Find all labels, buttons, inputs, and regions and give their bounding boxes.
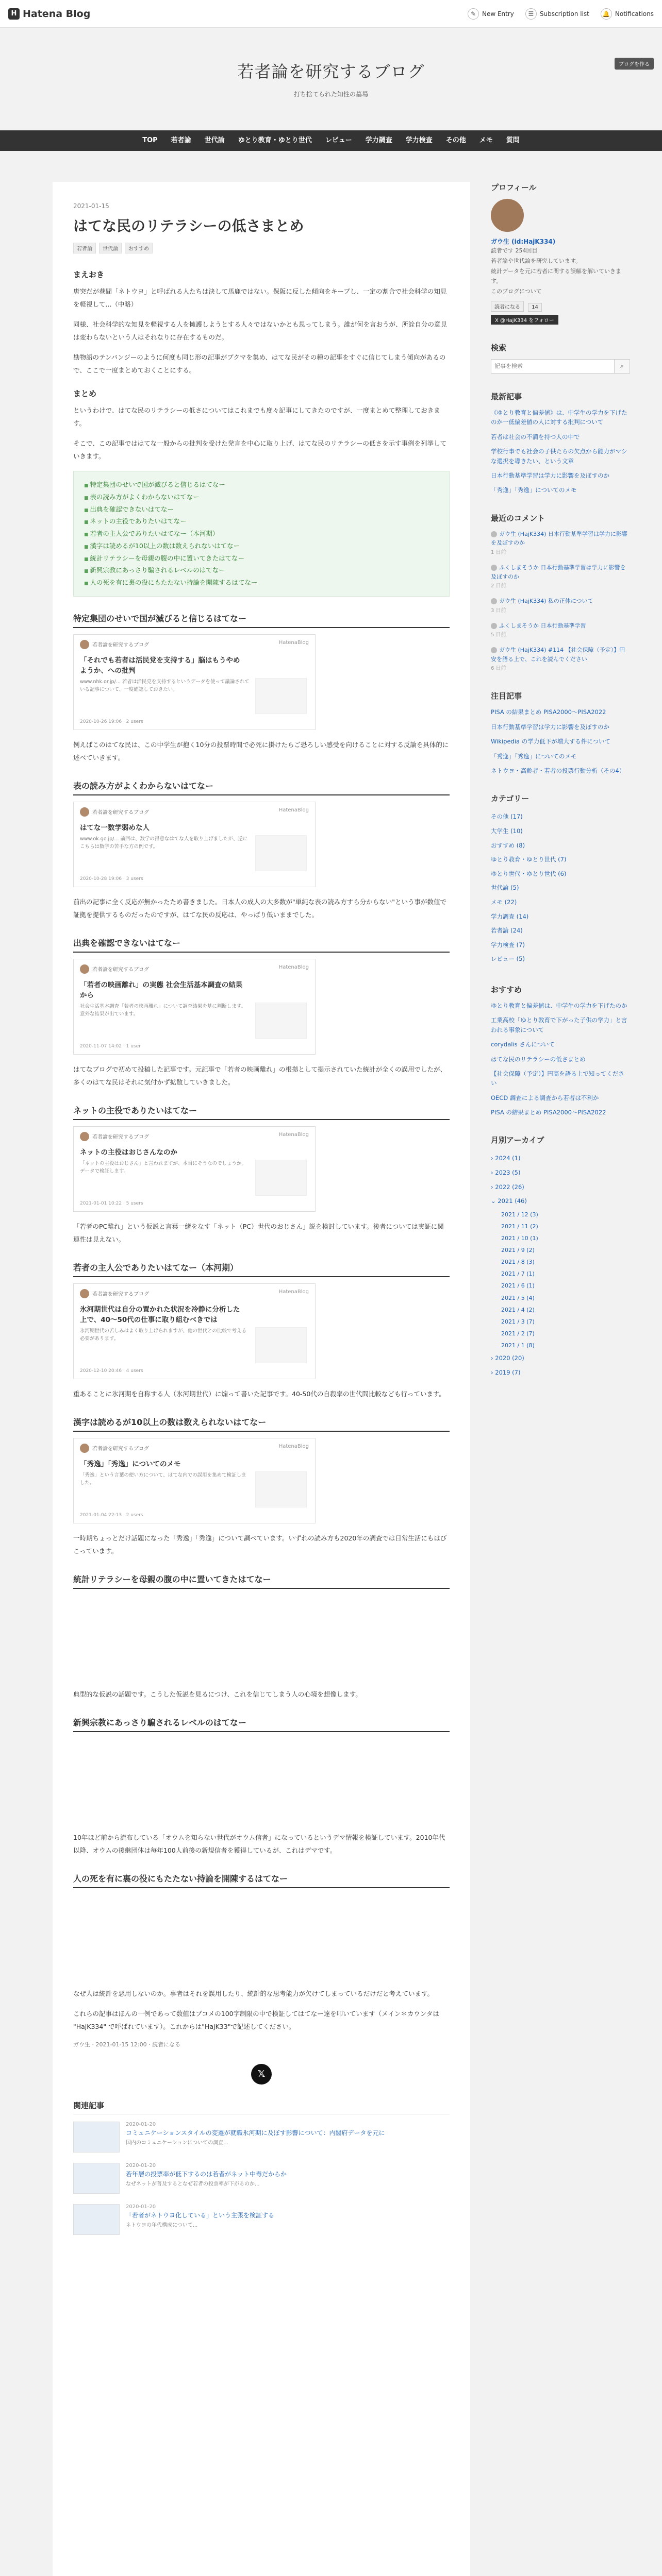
hatena-blog-logo[interactable]	[8, 8, 90, 20]
recent-title: 最新記事	[491, 392, 522, 401]
comment-item	[491, 621, 630, 640]
embed-avatar	[80, 964, 89, 974]
entry-categories	[73, 243, 450, 253]
x-share-icon[interactable]: 𝕏	[251, 2064, 272, 2084]
category-link[interactable]: 学力調査 (14)	[491, 912, 529, 920]
section-paragraph: 典型的な仮説の話題です。こうした仮説を見るにつけ、これを信じてしまう人の心境を想像します。	[73, 1690, 362, 1698]
embed-hatena-label: HatenaBlog	[278, 1289, 309, 1295]
embed-body	[80, 678, 309, 714]
commenter-name[interactable]: ガウ生 (HajK334)	[499, 598, 547, 605]
embed-placeholder	[73, 1738, 450, 1831]
embed-meta: 2020-10-26 19:06 · 2 users	[80, 719, 143, 724]
toc-item[interactable]: ■ 表の読み方がよくわからないはてなー	[84, 491, 439, 503]
section-heading: 統計リテラシーを母親の腹の中に置いてきたはてなー	[73, 1573, 450, 1589]
share-bar	[73, 2064, 450, 2084]
related-snippet: ネトウヨの年代構成について...	[126, 2222, 198, 2228]
related-thumbnail	[73, 2122, 120, 2153]
embed-meta: 2020-11-07 14:02 · 1 user	[80, 1043, 141, 1049]
embed-avatar	[80, 1444, 89, 1453]
section-heading: 漢字は読めるが10以上の数は数えられないはてなー	[73, 1416, 450, 1432]
embed-title[interactable]: 「秀逸」「秀逸」についてのメモ	[80, 1460, 181, 1468]
search-icon[interactable]: ⌕	[615, 359, 630, 374]
global-header	[0, 0, 662, 28]
embed-avatar	[80, 1289, 89, 1298]
hatena-logo-icon: H	[8, 8, 20, 20]
embed-title[interactable]: ネットの主役はおじさんなのか	[80, 1148, 177, 1157]
popular-link[interactable]: 「秀逸」「秀逸」についてのメモ	[491, 752, 577, 760]
recent-link[interactable]: 若者は社会の不満を持つ人の中で	[491, 433, 580, 440]
notifications-button[interactable]	[601, 8, 654, 20]
embed-author[interactable]	[80, 1444, 149, 1453]
embed-body	[80, 1003, 309, 1039]
archive-year[interactable]: › 2022 (26)	[491, 1183, 524, 1191]
archive-year[interactable]: ⌄ 2021 (46)	[491, 1197, 527, 1205]
archive-month[interactable]: 2021 / 12 (3)	[501, 1211, 538, 1218]
recent-link[interactable]: 「秀逸」「秀逸」についてのメモ	[491, 486, 577, 494]
comment-item	[491, 530, 630, 557]
commenter-name[interactable]: ガウ生 (HajK334)	[499, 647, 547, 654]
embed-title[interactable]: 氷河期世代は自分の置かれた状況を冷静に分析した上で、40～50代の仕事に取り組むべきでは	[80, 1305, 240, 1324]
global-nav	[0, 130, 662, 151]
recommend-link[interactable]: ゆとり教育と偏差値は、中学生の学力を下げたのか	[491, 1002, 627, 1009]
popular-module	[491, 690, 630, 775]
related-text	[126, 2204, 274, 2235]
new-entry-label: New Entry	[482, 10, 514, 18]
recent-link[interactable]: 日本行動基準学習は学力に影響を及ぼすのか	[491, 471, 609, 479]
embed-card[interactable]	[73, 802, 316, 887]
embed-header	[80, 1444, 309, 1453]
blog-header	[0, 28, 662, 130]
comment-entry-link[interactable]: 私の正体について	[548, 598, 593, 605]
reader-count: 14	[528, 303, 542, 312]
embed-snippet: www.nhk.or.jp/... 若者は活民党を支持するというデータを使って議論されている記事について、一度確認しておきたい。	[80, 679, 250, 692]
profile-name[interactable]: ガウ生 (id:HajK334)	[491, 238, 556, 245]
embed-author[interactable]	[80, 1132, 149, 1141]
embed-body	[80, 1160, 309, 1196]
table-of-contents	[73, 471, 450, 597]
recent-link[interactable]: 学校行事でも社会の子供たちの欠点から能力がマシな選択を導きたい、という文章	[491, 448, 627, 465]
embed-thumbnail	[255, 1327, 307, 1363]
nav-item[interactable]: ゆとり教育・ゆとり世代	[238, 137, 312, 144]
comment-entry-link[interactable]: 日本行動基準学習は学力に影響を及ぼすのか	[491, 564, 626, 580]
recommend-title: おすすめ	[491, 985, 522, 994]
archive-month[interactable]: 2021 / 1 (8)	[501, 1342, 535, 1349]
embed-avatar	[80, 1132, 89, 1141]
section-paragraph: 重あることに氷河期を自称する人（氷河期世代）に煽って書いた記事です。40-50代の自殺率の世代間比較なども行っています。	[73, 1389, 445, 1398]
subscription-list-button[interactable]	[525, 8, 589, 20]
embed-hatena-label: HatenaBlog	[278, 1131, 309, 1138]
section-heading: 人の死を有に裏の役にもたたない持論を開陳するはてなー	[73, 1872, 450, 1888]
related-item[interactable]	[73, 2122, 450, 2153]
closing-paragraph: これらの記事はほんの一例であって数値はブコメの100字制限の中で検証してはてなー達を叩いています（メイン＊カウンタは "HajK334" で呼ばれています）。これからは"HajK33"で記述してください。	[73, 2009, 439, 2030]
embed-meta: 2020-10-28 19:06 · 3 users	[80, 876, 143, 882]
sidebar	[491, 182, 630, 2576]
embed-avatar	[80, 640, 89, 649]
profile-line: 読者です 254回目	[491, 247, 538, 254]
embed-snippet: 氷河期世代の苦しみはよく取り上げられますが、他の世代との比較で考える必要があります。	[80, 1328, 247, 1342]
pencil-icon: ✎	[468, 8, 479, 20]
archive-year[interactable]: › 2019 (7)	[491, 1368, 521, 1376]
category-link[interactable]: おすすめ (8)	[491, 841, 525, 849]
related-list	[73, 2122, 450, 2235]
list-icon: ☰	[525, 8, 537, 20]
category-tag[interactable]: おすすめ	[125, 243, 153, 253]
comment-time: 6 日前	[491, 666, 506, 672]
related-title[interactable]: 「若者がネトウヨ化している」という主張を検証する	[126, 2211, 275, 2219]
footer-time[interactable]: 2021-01-15 12:00	[95, 2041, 147, 2048]
comment-item	[491, 597, 630, 615]
entry-date[interactable]: 2021-01-15	[73, 202, 109, 210]
section-heading: ネットの主役でありたいはてなー	[73, 1104, 450, 1120]
embed-title[interactable]: 「若者の映画離れ」の実態 社会生活基本調査の結果から	[80, 980, 243, 999]
recommend-link[interactable]: 工業高校「ゆとり教育で下がった子供の学力」と言われる事象について	[491, 1016, 627, 1033]
create-blog-button[interactable]: ブログを作る	[615, 58, 654, 70]
embed-meta: 2020-12-10 20:46 · 4 users	[80, 1368, 143, 1374]
category-link[interactable]: 若者論 (24)	[491, 927, 523, 935]
related-title[interactable]: 若年層の投票率が低下するのは若者がネット中毒だからか	[126, 2170, 287, 2178]
embed-thumbnail	[255, 1471, 307, 1507]
embed-placeholder	[73, 1894, 450, 1987]
related-title[interactable]: コミュニケーションスタイルの変遷が就職氷河期に及ぼす影響について：内閣府データを元に	[126, 2129, 385, 2137]
toc-item[interactable]: ■ 人の死を有に裏の役にもたたない持論を開陳するはてなー	[84, 577, 439, 589]
embed-snippet: 「秀逸」という言葉の使い方について、はてな内での誤用を集めて検証しました。	[80, 1472, 246, 1486]
archive-year[interactable]: › 2023 (5)	[491, 1169, 521, 1177]
profile-line: 若者論や世代論を研究しています。	[491, 257, 582, 264]
comment-time: 1 日前	[491, 549, 506, 555]
archive-month[interactable]: 2021 / 9 (2)	[501, 1247, 535, 1254]
related-thumbnail	[73, 2204, 120, 2235]
nav-item[interactable]: 質問	[506, 137, 520, 144]
embed-hatena-label: HatenaBlog	[278, 1443, 309, 1449]
recent-link[interactable]: 《ゆとり教育と偏差値》は、中学生の学力を下げたのか一低偏差値の人に対する批判について	[491, 409, 627, 426]
embed-body	[80, 835, 309, 871]
intro-paragraph-1: 唐突だが巷間「ネトウヨ」と呼ばれる人たちは決して馬鹿ではない。保阪に反した傾向をキープし、一定の割合で社会科学の知見を軽視して...（中略）	[73, 287, 447, 308]
embed-snippet: 「ネットの主役はおじさん」と言われますが、本当にそうなのでしょうか。データで検証します。	[80, 1160, 247, 1174]
section-heading: 新興宗教にあっさり騙されるレベルのはてなー	[73, 1716, 450, 1732]
embed-author-name: 若者論を研究するブログ	[92, 1134, 149, 1141]
comment-time: 3 日前	[491, 607, 506, 614]
profile-title: プロフィール	[491, 183, 537, 192]
categories-title: カテゴリー	[491, 794, 529, 804]
archive-month[interactable]: 2021 / 6 (1)	[501, 1282, 535, 1290]
toc-item[interactable]: ■ ネットの主役でありたいはてなー	[84, 515, 439, 528]
toc-item[interactable]: ■ 新興宗教にあっさり騙されるレベルのはてなー	[84, 564, 439, 577]
embed-body	[80, 1471, 309, 1507]
category-tag[interactable]: 若者論	[73, 243, 96, 253]
embed-hatena-label: HatenaBlog	[278, 807, 309, 813]
comments-title: 最近のコメント	[491, 513, 545, 523]
commenter-name[interactable]: ガウ生 (HajK334)	[499, 530, 547, 537]
nav-item[interactable]: メモ	[479, 137, 493, 144]
embed-thumbnail	[255, 835, 307, 871]
commenter-avatar	[491, 623, 497, 629]
archive-month[interactable]: 2021 / 11 (2)	[501, 1223, 538, 1230]
section-paragraph: 「若者のPC離れ」という仮説と言葉一緒をなす「ネット（PC）世代のおじさん」説を検討しています。後者については実証に関連性は見えない。	[73, 1222, 444, 1243]
comment-entry-link[interactable]: 日本行動基準学習	[540, 622, 586, 629]
popular-link[interactable]: ネトウヨ・高齢者・若者の投票行動分析（その4）	[491, 767, 625, 775]
search-module	[491, 342, 630, 374]
section-heading: 特定集団のせいで国が滅びると信じるはてなー	[73, 612, 450, 628]
toc-item[interactable]: ■ 統計リテラシーを母親の腹の中に置いてきたはてなー	[84, 552, 439, 565]
summary-heading: まとめ	[73, 389, 97, 398]
notifications-label: Notifications	[615, 10, 654, 18]
category-link[interactable]: その他 (17)	[491, 813, 523, 821]
section-paragraph: 例えばこのはてな民は、この中学生が抱く10分の投票時間で必死に掛けたらご恐ろしい感受を向けることに対する反論を具体的に述べていきます。	[73, 740, 449, 761]
section-paragraph: はてなブログで初めて投稿した記事です。元記事で「若者の映画離れ」の根拠として提示されていた統計が全くの誤用でしたが、多くのはてな民はそれに気付かず拡散していきました。	[73, 1065, 447, 1086]
embed-author-name: 若者論を研究するブログ	[92, 1446, 149, 1452]
profile-line: 統計データを元に若者に関する誤解を解いていきます。	[491, 267, 621, 285]
popular-link[interactable]: 日本行動基準学習は学力に影響を及ぼすのか	[491, 723, 609, 731]
embed-header	[80, 1289, 309, 1298]
embed-author-name: 若者論を研究するブログ	[92, 967, 149, 973]
embed-card[interactable]	[73, 1438, 316, 1523]
embed-header	[80, 964, 309, 974]
related-date: 2020-01-20	[126, 2162, 156, 2168]
archive-module	[491, 1134, 630, 1380]
x-follow-button[interactable]: X @HajK334 をフォロー	[491, 315, 558, 325]
section-heading: 表の読み方がよくわからないはてなー	[73, 779, 450, 795]
archive-month[interactable]: 2021 / 5 (4)	[501, 1294, 535, 1301]
archive-month[interactable]: 2021 / 8 (3)	[501, 1259, 535, 1266]
popular-link[interactable]: Wikipedia の学力低下が増大する件について	[491, 738, 611, 745]
embed-card[interactable]	[73, 1126, 316, 1212]
category-link[interactable]: メモ (22)	[491, 898, 517, 906]
recent-module	[491, 391, 630, 495]
embed-meta: 2021-01-04 22:13 · 2 users	[80, 1512, 143, 1518]
popular-link[interactable]: PISA の結果まとめ PISA2000～PISA2022	[491, 708, 606, 716]
embed-snippet: 社会生活基本調査「若者の映画離れ」について調査結果を基に判断します。意外な結果が出ています。	[80, 1003, 246, 1017]
toc-item[interactable]: ■ 若者の主人公でありたいはてなー（本河期）	[84, 528, 439, 540]
comment-entry-link[interactable]: #114 【社会保障（予定）】円安を語る上で、これを読んでください	[491, 647, 625, 663]
category-tag[interactable]: 世代論	[99, 243, 122, 253]
profile-line: このブログについて	[491, 288, 542, 295]
archive-title: 月別アーカイブ	[491, 1136, 544, 1145]
comment-time: 2 日前	[491, 583, 506, 589]
related-snippet: なぜネットが普及するとなぜ若者の投票率が下がるのか...	[126, 2181, 260, 2187]
comment-item	[491, 646, 630, 673]
embed-thumbnail	[255, 678, 307, 714]
toc-item[interactable]: ■ 出典を確認できないはてなー	[84, 503, 439, 516]
toc-item[interactable]: ■ 特定集団のせいで国が滅びると信じるはてなー	[84, 479, 439, 491]
profile-module	[491, 182, 630, 325]
commenter-name[interactable]: ふくしまそうか	[499, 564, 539, 571]
embed-author[interactable]	[80, 807, 149, 817]
nav-item[interactable]: TOP	[142, 137, 158, 144]
commenter-avatar	[491, 598, 497, 604]
footer-author[interactable]: ガウ生	[73, 2041, 90, 2048]
embed-header	[80, 1132, 309, 1141]
related-heading: 関連記事	[73, 2100, 450, 2114]
archive-month[interactable]: 2021 / 4 (2)	[501, 1306, 535, 1313]
related-text	[126, 2122, 385, 2153]
intro-paragraph-3: 勘物語のテンバンジーのように何度も同じ形の記事がブクマを集め、はてな民がその種の記事をすぐに信じてしまう傾向があるので、ここで一度まとめておくことにする。	[73, 353, 446, 374]
category-link[interactable]: ゆとり教育・ゆとり世代 (7)	[491, 856, 567, 863]
blog-description: 打ち捨てられた知性の墓場	[293, 91, 368, 98]
commenter-avatar	[491, 647, 497, 653]
commenter-avatar	[491, 565, 497, 571]
recommend-link[interactable]: はてな民のリテラシーの低さまとめ	[491, 1055, 586, 1063]
related-item[interactable]	[73, 2163, 450, 2194]
new-entry-button[interactable]	[468, 8, 514, 20]
archive-year[interactable]: › 2020 (20)	[491, 1354, 524, 1362]
recommend-link[interactable]: 【社会保障（予定）】円高を語る上で知ってください	[491, 1070, 624, 1087]
footer-comment-link[interactable]: 読者になる	[152, 2041, 181, 2048]
related-text	[126, 2163, 287, 2194]
comment-item	[491, 563, 630, 590]
embed-author-name: 若者論を研究するブログ	[92, 642, 149, 649]
category-link[interactable]: レビュー (5)	[491, 955, 525, 963]
nav-item[interactable]: 学力検査	[405, 137, 433, 144]
commenter-avatar	[491, 531, 497, 537]
embed-author[interactable]	[80, 1289, 149, 1298]
bell-icon: 🔔	[601, 8, 612, 20]
hatena-logo-text: Hatena Blog	[23, 8, 91, 20]
avatar[interactable]	[491, 199, 524, 232]
category-link[interactable]: 世代論 (5)	[491, 884, 519, 892]
embed-title[interactable]: 「それでも若者は活民党を支持する」脳はもうやめようか、への批判	[80, 656, 240, 675]
comment-entry-link[interactable]: 日本行動基準学習は学力に影響を及ぼすのか	[491, 530, 627, 547]
archive-year[interactable]: › 2024 (1)	[491, 1155, 521, 1162]
nav-item[interactable]: その他	[445, 137, 466, 144]
embed-header	[80, 640, 309, 649]
embed-thumbnail	[255, 1160, 307, 1196]
embed-card[interactable]	[73, 634, 316, 730]
section-heading: 若者の主人公でありたいはてなー（本河期）	[73, 1261, 450, 1277]
embed-author[interactable]	[80, 640, 149, 649]
embed-snippet: www.ok.go.jp/... 前回は、数学の得意なはてな人を取り上げましたが、逆にこちらは数学の苦手な方の例です。	[80, 836, 248, 850]
embed-meta: 2021-01-01 10:22 · 5 users	[80, 1200, 143, 1206]
embed-author[interactable]	[80, 964, 149, 974]
summary-paragraph-1: というわけで、はてな民のリテラシーの低さについてはこれまでも度々記事にしてきたのですが、一度まとめて整理しておきます。	[73, 406, 440, 427]
comments-module	[491, 513, 630, 673]
section-paragraph: 前出の記事に全く反応が無かったため書きました。日本人の成人の大多数が"単純な表の読み方すら分からない"という事が数値で証拠を提供するものだったのですが、はてな民の反応は、やっぱり低いままでした。	[73, 897, 447, 919]
categories-module	[491, 793, 630, 967]
embed-header	[80, 807, 309, 817]
popular-title: 注目記事	[491, 691, 522, 701]
nav-item[interactable]: 世代論	[204, 137, 225, 144]
section-heading: 出典を確認できないはてなー	[73, 937, 450, 953]
section-paragraph: 10年ほど前から流布している「オウムを知らない世代がオウム信者」になっているというデマ情報を検証しています。2010年代以降、オウムの後継団体は毎年100人前後の新規信者を獲得しているが、これはデマです。	[73, 1833, 445, 1854]
embed-hatena-label: HatenaBlog	[278, 639, 309, 646]
comment-time: 5 日前	[491, 632, 506, 638]
section-paragraph: 一時期ちょっとだけ話題になった「秀逸」「秀逸」について調べています。いずれの読み方も2020年の調査では日常生活にもはびこっています。	[73, 1534, 447, 1555]
blog-title[interactable]: 若者論を研究するブログ	[237, 62, 425, 81]
archive-month[interactable]: 2021 / 2 (7)	[501, 1330, 535, 1337]
related-date: 2020-01-20	[126, 2121, 156, 2127]
embed-author-name: 若者論を研究するブログ	[92, 810, 149, 816]
category-link[interactable]: ゆとり世代・ゆとり世代 (6)	[491, 870, 567, 877]
commenter-name[interactable]: ふくしまそうか	[499, 622, 539, 629]
nav-item[interactable]: レビュー	[325, 137, 352, 144]
subscription-label: Subscription list	[539, 10, 589, 18]
category-link[interactable]: 大学生 (10)	[491, 827, 523, 835]
archive-month[interactable]: 2021 / 10 (1)	[501, 1235, 538, 1242]
section-paragraph: なぜ人は統計を悪用しないのか。事者はそれを誤用したり、統計的な思考能力が欠けてしまっているだけだと考えています。	[73, 1989, 434, 1997]
related-date: 2020-01-20	[126, 2204, 156, 2210]
embed-author-name: 若者論を研究するブログ	[92, 1292, 149, 1298]
entry-main	[53, 182, 470, 2576]
reader-button[interactable]: 読者になる	[491, 301, 524, 312]
embed-title[interactable]: はてな一数学弱めな人	[80, 823, 150, 832]
entry-title[interactable]: はてな民のリテラシーの低さまとめ	[73, 217, 304, 234]
archive-month[interactable]: 2021 / 7 (1)	[501, 1270, 535, 1278]
embed-body	[80, 1327, 309, 1363]
intro-paragraph-2: 同様、社会科学的な知見を軽視する人を擁護しようとする人々ではないかとも思ってしまう。誰が何を言おうが、所詮自分の意見は変わらないという人はそれなりに存在するものだ。	[73, 320, 448, 341]
embed-hatena-label: HatenaBlog	[278, 964, 309, 970]
category-link[interactable]: 学力検査 (7)	[491, 941, 525, 948]
search-title: 検索	[491, 343, 507, 352]
embed-card[interactable]	[73, 1283, 316, 1379]
recommend-link[interactable]: OECD 調査による調査から若者は不利か	[491, 1094, 599, 1101]
summary-paragraph-2: そこで、この記事でははてな一般からの批判を受けた発言を中心に取り上げ、はてな民のリテラシーの低さを示す事例を列挙していきます。	[73, 439, 447, 460]
entry-footer: ガウ生 · 2021-01-15 12:00 · 読者になる	[73, 2041, 181, 2048]
related-thumbnail	[73, 2163, 120, 2194]
toc-item[interactable]: ■ 漢字は読めるが10以上の数は数えられないはてなー	[84, 540, 439, 552]
archive-month[interactable]: 2021 / 3 (7)	[501, 1318, 535, 1325]
recommend-module	[491, 984, 630, 1117]
intro-heading: まえおき	[73, 270, 105, 279]
related-item[interactable]	[73, 2204, 450, 2235]
related-snippet: 国内のコミュニケーションについての調査...	[126, 2140, 228, 2146]
search-input[interactable]	[491, 359, 615, 374]
embed-placeholder	[73, 1595, 450, 1688]
recommend-link[interactable]: PISA の結果まとめ PISA2000～PISA2022	[491, 1109, 606, 1116]
embed-card[interactable]	[73, 959, 316, 1055]
recommend-link[interactable]: corydalis さんについて	[491, 1041, 555, 1048]
embed-thumbnail	[255, 1003, 307, 1039]
embed-avatar	[80, 807, 89, 817]
nav-item[interactable]: 若者論	[171, 137, 191, 144]
nav-item[interactable]: 学力調査	[365, 137, 392, 144]
